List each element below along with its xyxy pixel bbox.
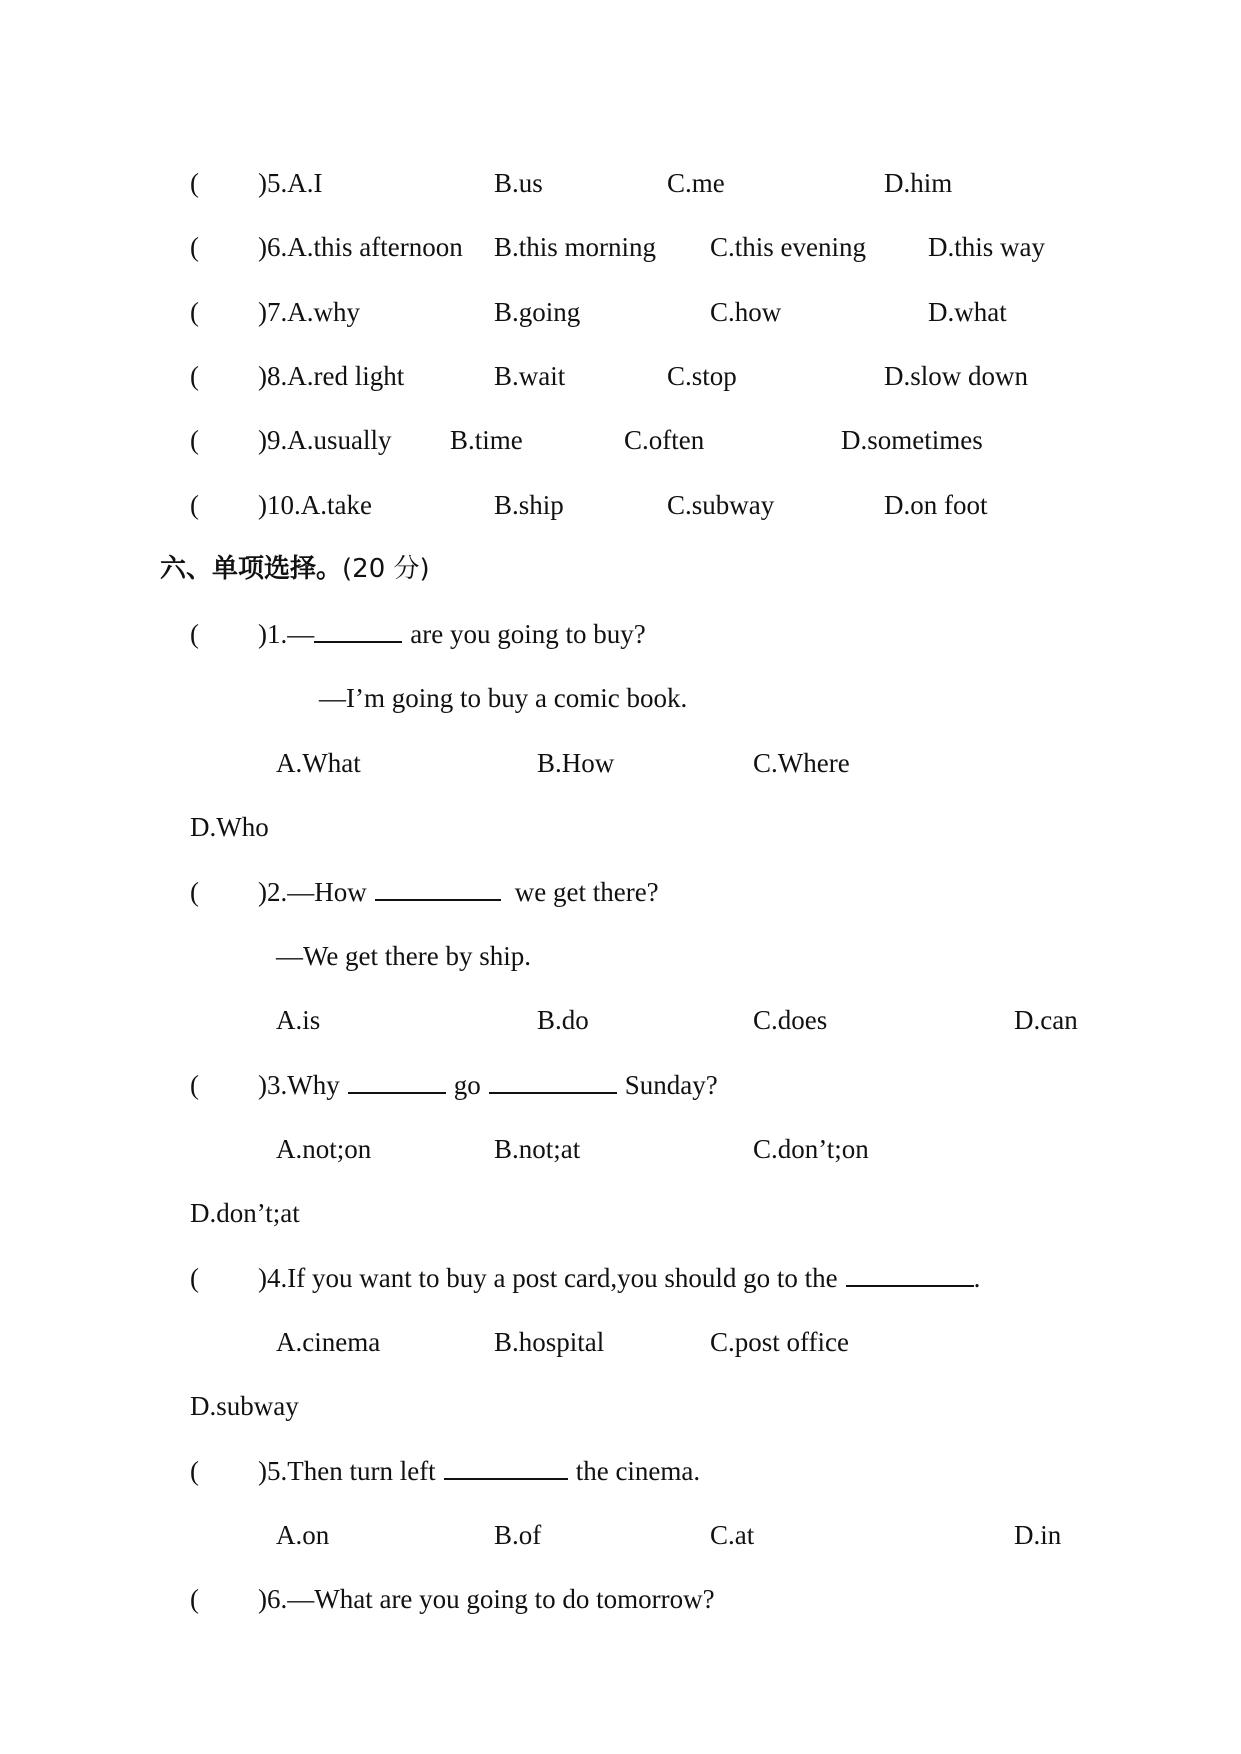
option-b: B.How [537, 748, 615, 778]
answer-paren: ( [190, 490, 199, 520]
option-c: C.how [710, 297, 782, 327]
option-b: B.time [450, 425, 523, 455]
option-c: C.me [667, 168, 725, 198]
option-d: D.him [884, 168, 953, 198]
option-c: C.at [710, 1520, 755, 1550]
answer-blank [846, 1263, 974, 1287]
question-prefix: )2.—How [258, 877, 367, 907]
option-d: D.on foot [884, 490, 988, 520]
question-stem [258, 617, 646, 651]
answer-paren: ( [190, 619, 199, 649]
answer-blank [375, 877, 501, 901]
question-stem: )6.A.this afternoon [258, 232, 463, 262]
option-c: C.often [624, 425, 705, 455]
answer-paren: ( [190, 1263, 199, 1293]
section6-score: (20 分) [342, 554, 430, 584]
question-answer-line: —We get there by ship. [276, 941, 532, 971]
answer-blank [314, 619, 402, 643]
question-prefix: )5.Then turn left [258, 1456, 436, 1486]
question-prefix: )4.If you want to buy a post card,you should go to the [258, 1263, 838, 1293]
option-c: C.Where [753, 748, 850, 778]
option-d: D.sometimes [841, 425, 983, 455]
option-b: B.going [494, 297, 581, 327]
option-b: B.this morning [494, 232, 657, 262]
question-answer-line: —I’m going to buy a comic book. [319, 683, 688, 713]
option-a: A.not;on [276, 1134, 372, 1164]
answer-blank [444, 1456, 568, 1480]
option-d: D.this way [928, 232, 1045, 262]
option-a: A.on [276, 1520, 330, 1550]
question-suffix: we get there? [514, 877, 659, 907]
option-c: C.post office [710, 1327, 849, 1357]
option-d: D.in [1014, 1520, 1062, 1550]
option-a: A.What [276, 748, 361, 778]
question-suffix: Sunday? [624, 1070, 718, 1100]
question-stem [258, 875, 659, 909]
option-d: D.Who [190, 812, 269, 842]
question-stem: )5.A.I [258, 168, 323, 198]
option-c: C.stop [667, 361, 737, 391]
answer-paren: ( [190, 1456, 199, 1486]
question-stem: )8.A.red light [258, 361, 405, 391]
answer-paren: ( [190, 1584, 199, 1614]
question-stem: )6.—What are you going to do tomorrow? [258, 1584, 715, 1614]
section6-title: 六、单项选择。 [160, 554, 343, 584]
question-suffix: . [973, 1263, 981, 1293]
option-b: B.not;at [494, 1134, 581, 1164]
question-prefix: )3.Why [258, 1070, 340, 1100]
question-stem [258, 1261, 980, 1295]
question-stem [258, 1454, 700, 1488]
answer-paren: ( [190, 232, 199, 262]
option-b: B.us [494, 168, 543, 198]
question-stem [258, 1068, 718, 1102]
question-prefix: )1.— [258, 619, 315, 649]
option-d: D.slow down [884, 361, 1029, 391]
answer-blank-2 [489, 1070, 617, 1094]
option-c: C.don’t;on [753, 1134, 869, 1164]
section6-heading [160, 551, 430, 587]
answer-paren: ( [190, 877, 199, 907]
question-suffix: the cinema. [575, 1456, 701, 1486]
question-middle: go [453, 1070, 481, 1100]
option-c: C.subway [667, 490, 775, 520]
question-stem: )10.A.take [258, 490, 372, 520]
answer-blank-1 [348, 1070, 446, 1094]
option-b: B.do [537, 1005, 589, 1035]
answer-paren: ( [190, 168, 199, 198]
answer-paren: ( [190, 1070, 199, 1100]
option-b: B.of [494, 1520, 542, 1550]
option-d: D.what [928, 297, 1007, 327]
option-c: C.does [753, 1005, 828, 1035]
question-suffix: are you going to buy? [410, 619, 646, 649]
question-stem: )7.A.why [258, 297, 360, 327]
answer-paren: ( [190, 425, 199, 455]
option-d: D.can [1014, 1005, 1078, 1035]
answer-paren: ( [190, 297, 199, 327]
option-c: C.this evening [710, 232, 866, 262]
option-b: B.ship [494, 490, 564, 520]
option-b: B.wait [494, 361, 566, 391]
question-stem: )9.A.usually [258, 425, 392, 455]
option-d: D.don’t;at [190, 1198, 300, 1228]
option-b: B.hospital [494, 1327, 605, 1357]
answer-paren: ( [190, 361, 199, 391]
option-d: D.subway [190, 1391, 299, 1421]
option-a: A.is [276, 1005, 321, 1035]
option-a: A.cinema [276, 1327, 381, 1357]
